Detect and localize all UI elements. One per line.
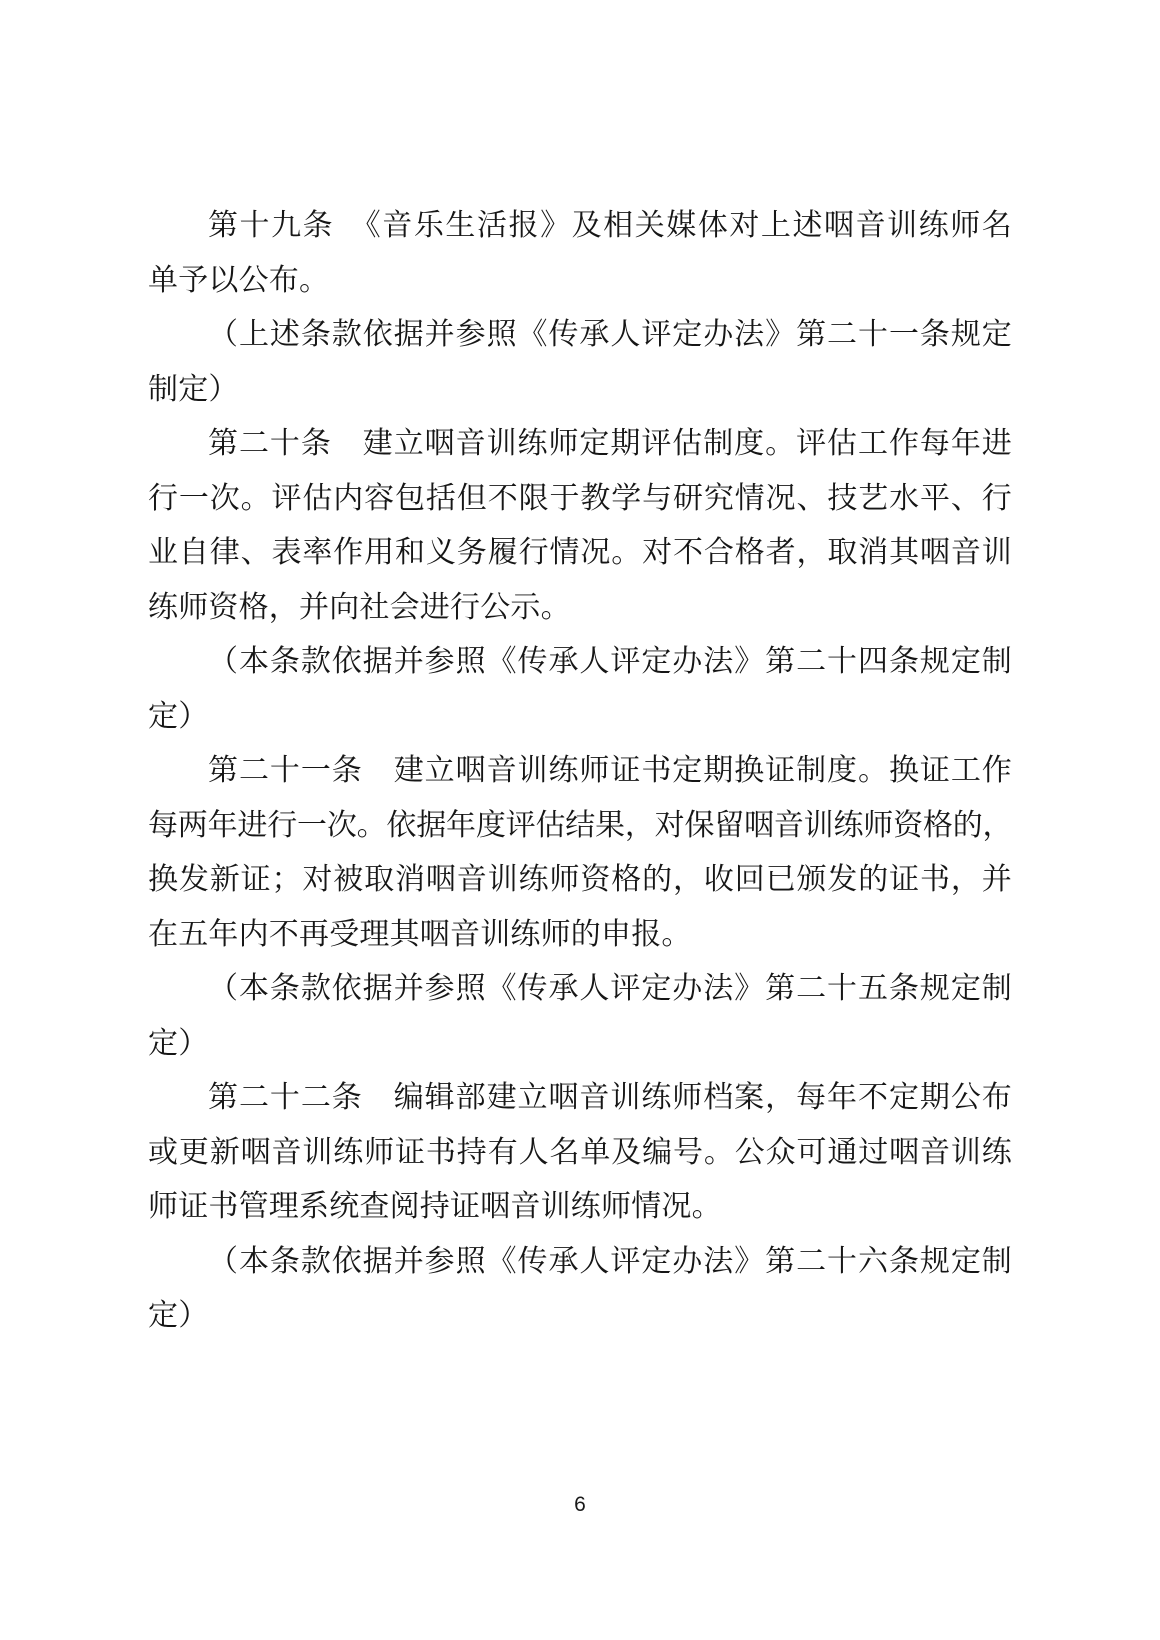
text-line: 第二十二条 编辑部建立咽音训练师档案，每年不定期公布 bbox=[208, 1081, 1012, 1114]
text-line: 第二十条 建立咽音训练师定期评估制度。评估工作每年进 bbox=[208, 427, 1012, 460]
text-line: （本条款依据并参照《传承人评定办法》第二十六条规定制 bbox=[208, 1244, 1012, 1278]
text-line: （本条款依据并参照《传承人评定办法》第二十四条规定制 bbox=[208, 645, 1012, 678]
document-body bbox=[148, 199, 1012, 1344]
text-line: 换发新证；对被取消咽音训练师资格的，收回已颁发的证书，并 bbox=[148, 863, 1012, 896]
text-line: 业自律、表率作用和义务履行情况。对不合格者，取消其咽音训 bbox=[148, 536, 1012, 569]
text-line: 第二十一条 建立咽音训练师证书定期换证制度。换证工作 bbox=[208, 754, 1012, 787]
text-line: 每两年进行一次。依据年度评估结果，对保留咽音训练师资格的， bbox=[148, 808, 1012, 842]
page-number: 6 bbox=[574, 1493, 586, 1516]
text-line: 第十九条 《音乐生活报》及相关媒体对上述咽音训练师名 bbox=[208, 209, 1012, 242]
text-line: 定） bbox=[148, 1299, 209, 1332]
text-line: 单予以公布。 bbox=[148, 263, 330, 297]
page-footer bbox=[0, 1490, 1160, 1520]
text-line: 制定） bbox=[148, 372, 239, 406]
text-line: 定） bbox=[148, 1026, 209, 1060]
text-line: 定） bbox=[148, 699, 209, 733]
text-line: 在五年内不再受理其咽音训练师的申报。 bbox=[148, 917, 692, 951]
text-line: （上述条款依据并参照《传承人评定办法》第二十一条规定 bbox=[208, 318, 1012, 351]
text-line: 师证书管理系统查阅持证咽音训练师情况。 bbox=[148, 1190, 722, 1223]
text-line: 行一次。评估内容包括但不限于教学与研究情况、技艺水平、行 bbox=[148, 481, 1012, 515]
text-line: 练师资格，并向社会进行公示。 bbox=[148, 590, 571, 624]
text-line: 或更新咽音训练师证书持有人名单及编号。公众可通过咽音训练 bbox=[148, 1135, 1012, 1169]
text-line: （本条款依据并参照《传承人评定办法》第二十五条规定制 bbox=[208, 972, 1012, 1005]
